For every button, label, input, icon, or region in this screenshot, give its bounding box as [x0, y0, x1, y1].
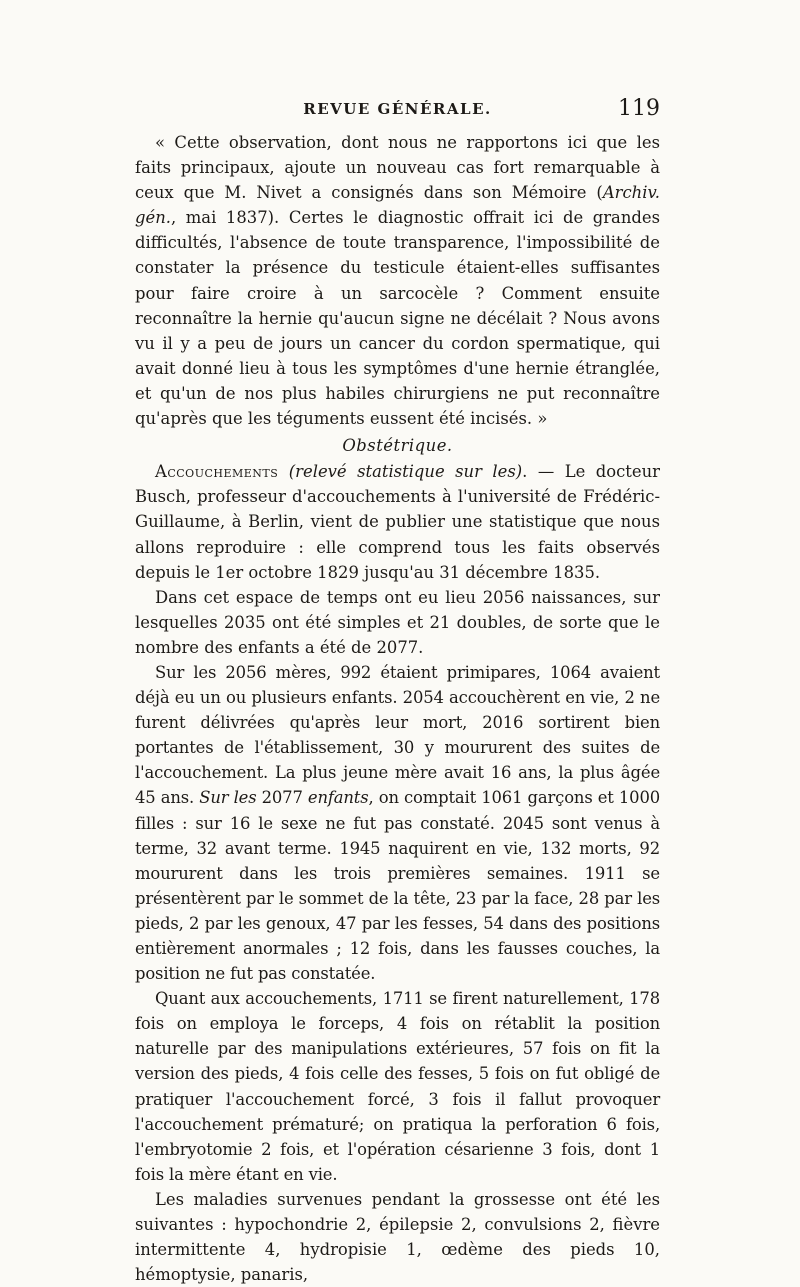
paragraph-births: Dans cet espace de temps ont eu lieu 2056 naissances, sur lesquelles 2035 ont été simples et 21 doubles, de sorte que le nombre des enfants a été de 2077. [135, 587, 660, 657]
running-title: REVUE GÉNÉRALE. [303, 100, 492, 118]
paragraph-deliveries: Quant aux accouchements, 1711 se firent naturellement, 178 fois on employa le forceps, 4 fois on rétablit la position naturelle par des manipulations extérieures, 57 fois on fit la version des pieds, 4 fois celle des fesses, 5 fois on fut obligé de pratiquer l'accouchement forcé, 3 fois il fallut provoquer l'accouchement prématuré; on pratiqua la perforation 6 fois, l'embryotomie 2 fois, et l'opération césarienne 3 fois, dont 1 fois la mère étant en vie. [135, 989, 660, 1184]
entry-lead: Accouchements [155, 462, 279, 482]
paragraph-observation: « Cette observation, dont nous ne rapportons ici que les faits principaux, ajoute un nouveau cas fort remarquable à ceux que M. Nivet a consignés dans son Mémoire (Archiv. gén., mai 1837). Certes le diagnostic offrait ici de grandes difficultés, l'absence de toute transparence, l'impossibilité de constater la présence du testicule étaient-elles suffisantes pour faire croire à un sarcocèle ? Comment ensuite reconnaître la hernie qu'aucun signe ne décélait ? Nous avons vu il y a peu de jours un cancer du cordon spermatique, qui avait donné lieu à tous les symptômes d'une hernie étranglée, et qu'un de nos plus habiles chirurgiens ne put reconnaître qu'après que les téguments eussent été incisés. » [135, 133, 660, 429]
paragraph-maladies: Les maladies survenues pendant la grossesse ont été les suivantes : hypochondrie 2, épilepsie 2, convulsions 2, fièvre intermittente 4, hydropisie 1, œdème des pieds 10, hémoptysie, panaris, [135, 1189, 660, 1285]
page-number: 119 [618, 96, 660, 121]
citation: Archiv. gén. [135, 183, 660, 228]
paragraph-accouchements: Accouchements (relevé statistique sur les). — Le docteur Busch, professeur d'accouchements à l'université de Frédéric-Guillaume, à Berlin, vient de publier une statistique que nous allons reproduire : elle comprend tous les faits observés depuis le 1er octobre 1829 jusqu'au 31 décembre 1835. [135, 462, 660, 582]
section-heading: Obstétrique. [342, 436, 453, 456]
page-header [135, 96, 660, 126]
paragraph-mothers: Sur les 2056 mères, 992 étaient primipares, 1064 avaient déjà eu un ou plusieurs enfants. 2054 accouchèrent en vie, 2 ne furent délivrées qu'après leur mort, 2016 sortirent bien portantes de l'établissement, 30 y moururent des suites de l'accouchement. La plus jeune mère avait 16 ans, la plus âgée 45 ans. Sur les 2077 enfants, on comptait 1061 garçons et 1000 filles : sur 16 le sexe ne fut pas constaté. 2045 sont venus à terme, 32 avant terme. 1945 naquirent en vie, 132 morts, 92 moururent dans les trois premières semaines. 1911 se présentèrent par le sommet de la tête, 23 par la face, 28 par les pieds, 2 par les genoux, 47 par les fesses, 54 dans des positions entièrement anormales ; 12 fois, dans les fausses couches, la position ne fut pas constatée. [135, 662, 660, 984]
page-body [135, 130, 660, 1287]
